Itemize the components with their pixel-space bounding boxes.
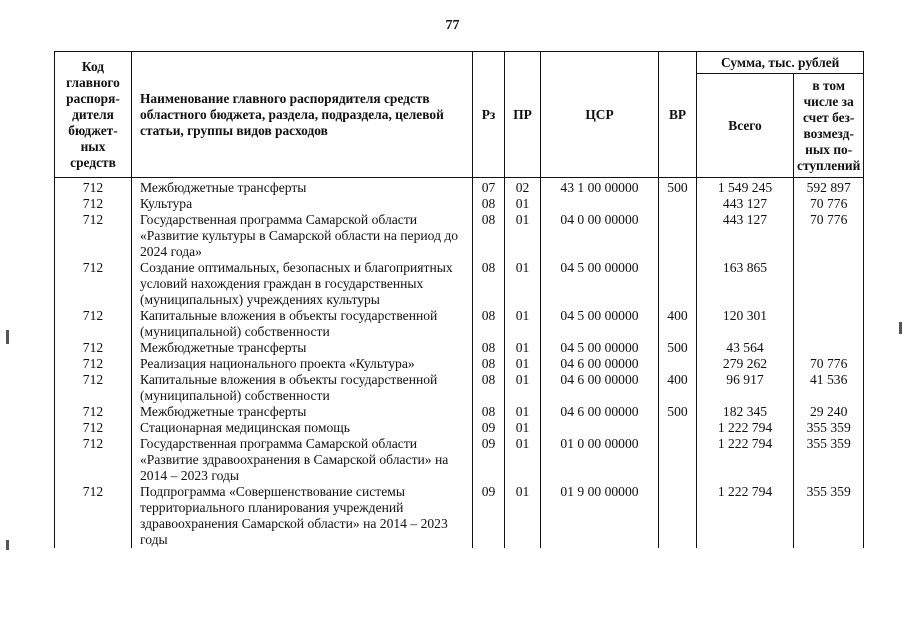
cell-free: 355 359 bbox=[794, 484, 864, 548]
cell-vr: 500 bbox=[659, 180, 697, 196]
cell-csr: 04 6 00 00000 bbox=[541, 372, 659, 404]
table-row bbox=[55, 484, 864, 548]
cell-vr bbox=[659, 212, 697, 260]
cell-kod: 712 bbox=[55, 404, 132, 420]
cell-total: 96 917 bbox=[697, 372, 794, 404]
cell-name: Реализация национального проекта «Культура» bbox=[132, 356, 473, 372]
cell-name: Капитальные вложения в объекты государственной (муниципальной) собственности bbox=[132, 372, 473, 404]
cell-csr: 01 9 00 00000 bbox=[541, 484, 659, 548]
cell-free bbox=[794, 260, 864, 308]
cell-total: 279 262 bbox=[697, 356, 794, 372]
cell-kod: 712 bbox=[55, 212, 132, 260]
cell-free: 70 776 bbox=[794, 212, 864, 260]
cell-pr: 01 bbox=[505, 196, 541, 212]
cell-name: Межбюджетные трансферты bbox=[132, 180, 473, 196]
cell-total: 120 301 bbox=[697, 308, 794, 340]
header-total: Всего bbox=[697, 74, 794, 178]
cell-rz: 09 bbox=[473, 484, 505, 548]
cell-total: 1 549 245 bbox=[697, 180, 794, 196]
cell-total: 182 345 bbox=[697, 404, 794, 420]
cell-total: 43 564 bbox=[697, 340, 794, 356]
cell-free bbox=[794, 340, 864, 356]
cell-csr: 04 6 00 00000 bbox=[541, 356, 659, 372]
header-pr: ПР bbox=[505, 52, 541, 178]
cell-name: Стационарная медицинская помощь bbox=[132, 420, 473, 436]
cell-csr: 04 5 00 00000 bbox=[541, 340, 659, 356]
table-header bbox=[55, 52, 864, 178]
table-row bbox=[55, 196, 864, 212]
cell-name: Межбюджетные трансферты bbox=[132, 340, 473, 356]
budget-table bbox=[54, 51, 864, 548]
table-row bbox=[55, 404, 864, 420]
cell-rz: 08 bbox=[473, 212, 505, 260]
cell-vr bbox=[659, 484, 697, 548]
cell-name: Культура bbox=[132, 196, 473, 212]
cell-free: 355 359 bbox=[794, 436, 864, 484]
cell-pr: 01 bbox=[505, 212, 541, 260]
cell-vr bbox=[659, 260, 697, 308]
header-rz: Рз bbox=[473, 52, 505, 178]
cell-kod: 712 bbox=[55, 484, 132, 548]
cell-pr: 01 bbox=[505, 260, 541, 308]
cell-free: 592 897 bbox=[794, 180, 864, 196]
cell-free: 70 776 bbox=[794, 356, 864, 372]
cell-total: 1 222 794 bbox=[697, 436, 794, 484]
cell-csr: 01 0 00 00000 bbox=[541, 436, 659, 484]
header-name: Наименование главного распорядителя средств областного бюджета, раздела, подраздела, целевой статьи, группы видов расходов bbox=[132, 52, 473, 178]
cell-vr bbox=[659, 420, 697, 436]
scan-mark-right bbox=[899, 322, 902, 334]
table-row bbox=[55, 340, 864, 356]
cell-total: 1 222 794 bbox=[697, 484, 794, 548]
cell-vr: 500 bbox=[659, 340, 697, 356]
cell-pr: 02 bbox=[505, 180, 541, 196]
cell-rz: 08 bbox=[473, 404, 505, 420]
cell-rz: 08 bbox=[473, 196, 505, 212]
table-row bbox=[55, 308, 864, 340]
scan-mark-left-2 bbox=[6, 540, 9, 550]
cell-csr bbox=[541, 196, 659, 212]
budget-table-wrapper bbox=[54, 51, 864, 548]
cell-pr: 01 bbox=[505, 404, 541, 420]
cell-pr: 01 bbox=[505, 484, 541, 548]
cell-rz: 08 bbox=[473, 372, 505, 404]
cell-name: Создание оптимальных, безопасных и благоприятных условий нахождения граждан в государственных (муниципальных) учреждениях культуры bbox=[132, 260, 473, 308]
cell-vr bbox=[659, 356, 697, 372]
cell-pr: 01 bbox=[505, 356, 541, 372]
cell-csr: 04 6 00 00000 bbox=[541, 404, 659, 420]
cell-total: 163 865 bbox=[697, 260, 794, 308]
cell-free: 41 536 bbox=[794, 372, 864, 404]
cell-kod: 712 bbox=[55, 420, 132, 436]
page-number: 77 bbox=[445, 18, 460, 33]
cell-rz: 09 bbox=[473, 436, 505, 484]
table-body bbox=[55, 178, 864, 549]
cell-rz: 08 bbox=[473, 308, 505, 340]
cell-kod: 712 bbox=[55, 436, 132, 484]
cell-vr bbox=[659, 196, 697, 212]
cell-pr: 01 bbox=[505, 308, 541, 340]
cell-pr: 01 bbox=[505, 372, 541, 404]
cell-pr: 01 bbox=[505, 436, 541, 484]
cell-csr: 43 1 00 00000 bbox=[541, 180, 659, 196]
cell-kod: 712 bbox=[55, 260, 132, 308]
table-row bbox=[55, 420, 864, 436]
cell-free: 70 776 bbox=[794, 196, 864, 212]
cell-vr: 400 bbox=[659, 308, 697, 340]
cell-free bbox=[794, 308, 864, 340]
cell-name: Межбюджетные трансферты bbox=[132, 404, 473, 420]
cell-rz: 07 bbox=[473, 180, 505, 196]
cell-total: 443 127 bbox=[697, 196, 794, 212]
cell-kod: 712 bbox=[55, 196, 132, 212]
cell-rz: 08 bbox=[473, 356, 505, 372]
cell-pr: 01 bbox=[505, 420, 541, 436]
cell-rz: 08 bbox=[473, 340, 505, 356]
cell-total: 443 127 bbox=[697, 212, 794, 260]
cell-name: Капитальные вложения в объекты государственной (муниципальной) собственности bbox=[132, 308, 473, 340]
table-row bbox=[55, 356, 864, 372]
header-free: в том числе за счет без-возмезд-ных по-ступлений bbox=[794, 74, 864, 178]
cell-vr bbox=[659, 436, 697, 484]
cell-kod: 712 bbox=[55, 340, 132, 356]
header-csr: ЦСР bbox=[541, 52, 659, 178]
table-row bbox=[55, 260, 864, 308]
cell-kod: 712 bbox=[55, 180, 132, 196]
cell-csr bbox=[541, 420, 659, 436]
table-row bbox=[55, 212, 864, 260]
cell-name: Государственная программа Самарской области «Развитие здравоохранения в Самарской области» на 2014 – 2023 годы bbox=[132, 436, 473, 484]
header-vr: ВР bbox=[659, 52, 697, 178]
cell-rz: 09 bbox=[473, 420, 505, 436]
header-sum: Сумма, тыс. рублей bbox=[697, 52, 864, 74]
cell-kod: 712 bbox=[55, 356, 132, 372]
table-row bbox=[55, 372, 864, 404]
cell-kod: 712 bbox=[55, 372, 132, 404]
cell-vr: 500 bbox=[659, 404, 697, 420]
cell-csr: 04 5 00 00000 bbox=[541, 260, 659, 308]
cell-rz: 08 bbox=[473, 260, 505, 308]
cell-free: 355 359 bbox=[794, 420, 864, 436]
cell-vr: 400 bbox=[659, 372, 697, 404]
scan-mark-left-1 bbox=[6, 330, 9, 344]
cell-name: Подпрограмма «Совершенствование системы территориального планирования учреждений здравоохранения Самарской области» на 2014 – 2023 годы bbox=[132, 484, 473, 548]
cell-total: 1 222 794 bbox=[697, 420, 794, 436]
header-kod: Код главного распоря-дителя бюджет-ных средств bbox=[55, 52, 132, 178]
table-row bbox=[55, 180, 864, 196]
cell-name: Государственная программа Самарской области «Развитие культуры в Самарской области на период до 2024 года» bbox=[132, 212, 473, 260]
cell-pr: 01 bbox=[505, 340, 541, 356]
cell-kod: 712 bbox=[55, 308, 132, 340]
cell-free: 29 240 bbox=[794, 404, 864, 420]
table-row bbox=[55, 436, 864, 484]
cell-csr: 04 5 00 00000 bbox=[541, 308, 659, 340]
cell-csr: 04 0 00 00000 bbox=[541, 212, 659, 260]
